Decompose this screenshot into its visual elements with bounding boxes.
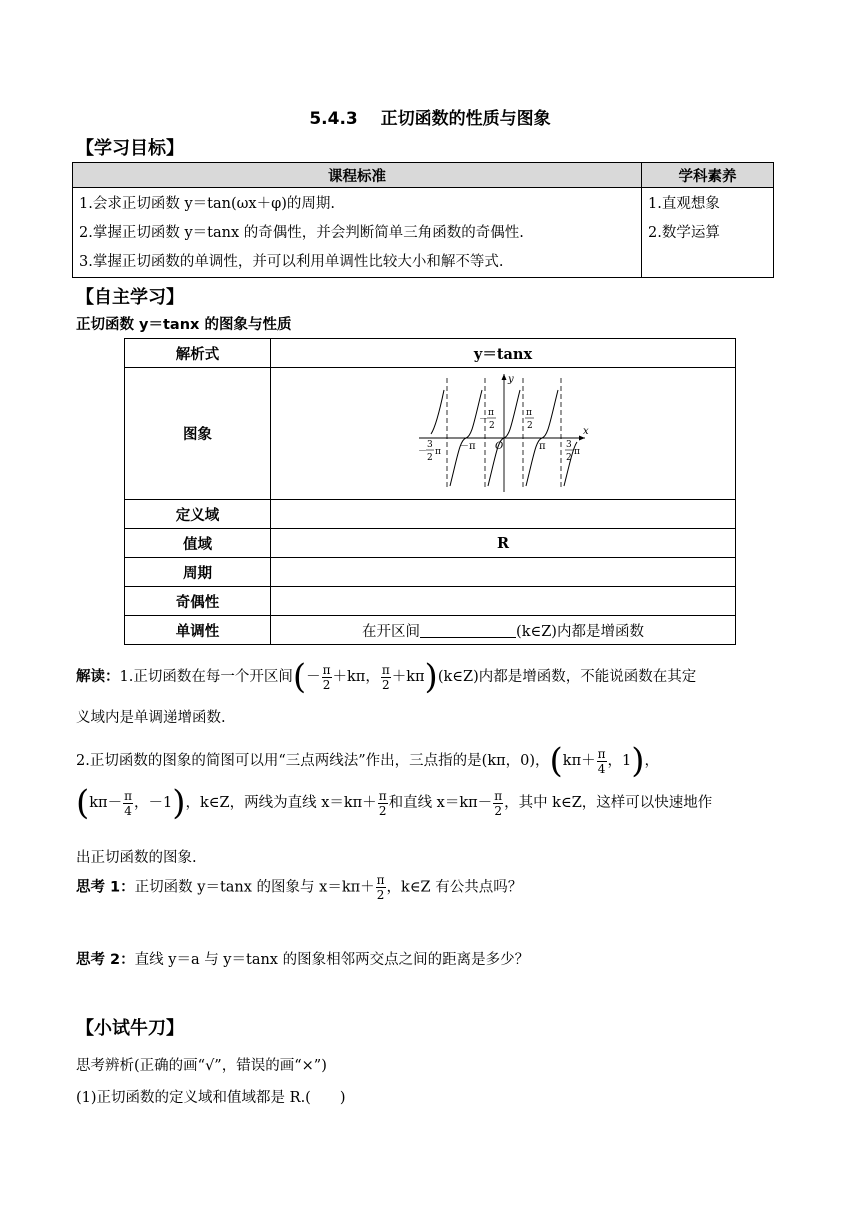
- think-text: ，k∈Z 有公共点吗？: [386, 879, 523, 896]
- row-label: 定义域: [125, 500, 271, 529]
- fraction: $\frac{\pi}{4}$: [124, 788, 132, 818]
- tick-label-3half-pi-pi: π: [574, 446, 580, 457]
- tick-label-3half-pi-den: 2: [566, 452, 572, 463]
- math-text: ＋kπ，: [332, 669, 380, 685]
- think-1: [76, 874, 522, 901]
- row-value: [271, 587, 736, 616]
- tick-label-neg-3half-pi-num: 3: [427, 439, 433, 450]
- reading-line-3: 2.正切函数的图象的简图可以用“三点两线法”作出，三点指的是(kπ，0)，(kπ＋ $\frac{\pi}{4}$ ，1)，: [76, 741, 659, 781]
- reading-label: 解读：: [76, 669, 120, 685]
- literacy-item: 2.数学运算: [648, 225, 720, 241]
- reading-line-4: [76, 783, 713, 823]
- reading-text: ，k∈Z，两线为直线 x＝kπ＋: [185, 795, 377, 811]
- reading-line-2: 义域内是单调递增函数.: [76, 710, 226, 726]
- tan-graph: [413, 372, 593, 496]
- reading-text: 2.正切函数的图象的简图可以用“三点两线法”作出，三点指的是(kπ，0)，: [76, 753, 550, 769]
- tick-label-pi: π: [539, 440, 546, 452]
- fill-blank: [420, 623, 516, 638]
- think-2: [76, 948, 529, 969]
- tick-label-half-pi-num: π: [526, 407, 532, 418]
- math-text: ，－1: [133, 795, 173, 811]
- col-header-literacy: 学科素养: [642, 163, 774, 188]
- paren-close: ): [631, 741, 645, 781]
- page-title: 5.4.3 正切函数的性质与图象: [309, 109, 551, 129]
- math-text: kπ＋: [562, 753, 596, 769]
- row-label: 图象: [125, 368, 271, 500]
- think-label: 思考 1：: [76, 879, 135, 896]
- row-label: 值域: [125, 529, 271, 558]
- tick-label-neg-3half-pi-sign: －: [418, 446, 428, 457]
- tick-label-neg-half-pi-den: 2: [489, 420, 495, 431]
- math-text: ，1: [607, 753, 632, 769]
- reading-text: (k∈Z)内都是增函数，不能说函数在其定: [437, 669, 697, 685]
- section-heading-practice: 【小试牛刀】: [76, 1018, 184, 1039]
- row-label: 单调性: [125, 616, 271, 645]
- tick-label-3half-pi-num: 3: [566, 439, 572, 450]
- x-axis-label: x: [583, 425, 589, 437]
- col-header-standards: 课程标准: [73, 163, 642, 188]
- tan-branch-partial: [431, 390, 444, 434]
- row-value: [271, 558, 736, 587]
- practice-intro: 思考辨析(正确的画“√”，错误的画“×”): [76, 1058, 327, 1074]
- tick-label-neg-pi: －π: [459, 440, 476, 452]
- literacy-item: 1.直观想象: [648, 196, 720, 212]
- think-text: 直线 y＝a 与 y＝tanx 的图象相邻两交点之间的距离是多少？: [134, 952, 530, 968]
- literacy-cell: [642, 188, 774, 278]
- fraction: $\frac{\pi}{2}$: [376, 873, 385, 902]
- math-text: kπ－: [89, 795, 123, 811]
- monotonic-suffix: (k∈Z)内都是增函数: [516, 623, 644, 640]
- fraction: $\frac{\pi}{2}$: [381, 662, 390, 692]
- paren-open: (: [292, 657, 307, 697]
- section-heading-self-study: 【自主学习】: [76, 287, 184, 308]
- row-label: 解析式: [125, 339, 271, 368]
- reading-text: 和直线 x＝kπ－: [388, 795, 493, 811]
- section-heading-objectives: 【学习目标】: [76, 138, 184, 159]
- reading-text: ，其中 k∈Z，这样可以快速地作: [504, 795, 713, 811]
- y-axis-arrow: [502, 374, 507, 380]
- row-value: R: [271, 529, 736, 558]
- row-label: 周期: [125, 558, 271, 587]
- properties-table: [124, 338, 736, 645]
- fraction: $\frac{\pi}{2}$: [378, 788, 387, 818]
- paren-open: (: [76, 783, 90, 823]
- monotonic-cell: [271, 616, 736, 645]
- practice-item: (1)正切函数的定义域和值域都是 R.( ): [76, 1090, 346, 1106]
- origin-label: O: [495, 440, 504, 452]
- paren-close: ): [172, 783, 186, 823]
- fraction: $\frac{\pi}{2}$: [322, 662, 331, 692]
- tick-label-half-pi-den: 2: [527, 420, 533, 431]
- row-label: 奇偶性: [125, 587, 271, 616]
- standard-item: 3.掌握正切函数的单调性，并可以利用单调性比较大小和解不等式.: [79, 254, 504, 270]
- fraction: $\frac{\pi}{2}$: [494, 788, 503, 818]
- graph-cell: [271, 368, 736, 500]
- row-value: y＝tanx: [271, 339, 736, 368]
- paren-close: ): [424, 657, 438, 697]
- standards-cell: [73, 188, 642, 278]
- think-label: 思考 2：: [76, 952, 135, 968]
- paren-open: (: [549, 741, 563, 781]
- fraction: $\frac{\pi}{4}$: [597, 746, 606, 776]
- y-axis-label: y: [508, 373, 514, 385]
- row-value: [271, 500, 736, 529]
- think-text: 正切函数 y＝tanx 的图象与 x＝kπ＋: [134, 879, 375, 896]
- math-text: －: [306, 669, 321, 685]
- objectives-table: [72, 162, 774, 278]
- tick-label-neg-half-pi-num: π: [488, 407, 494, 418]
- math-text: ＋kπ: [391, 669, 425, 685]
- standard-item: 2.掌握正切函数 y＝tanx 的奇偶性，并会判断简单三角函数的奇偶性.: [79, 225, 524, 241]
- tick-label-neg-half-pi-sign: －: [479, 414, 489, 425]
- reading-text: 1.正切函数在每一个开区间: [119, 669, 293, 685]
- reading-line-5: 出正切函数的图象.: [76, 850, 197, 866]
- sub-heading: 正切函数 y＝tanx 的图象与性质: [76, 317, 292, 333]
- monotonic-prefix: 在开区间: [362, 623, 421, 640]
- tick-label-neg-3half-pi-den: 2: [427, 452, 433, 463]
- standard-item: 1.会求正切函数 y＝tan(ωx＋φ)的周期.: [79, 196, 336, 212]
- tick-label-neg-3half-pi-pi: π: [435, 446, 441, 457]
- reading-line-1: [76, 657, 697, 697]
